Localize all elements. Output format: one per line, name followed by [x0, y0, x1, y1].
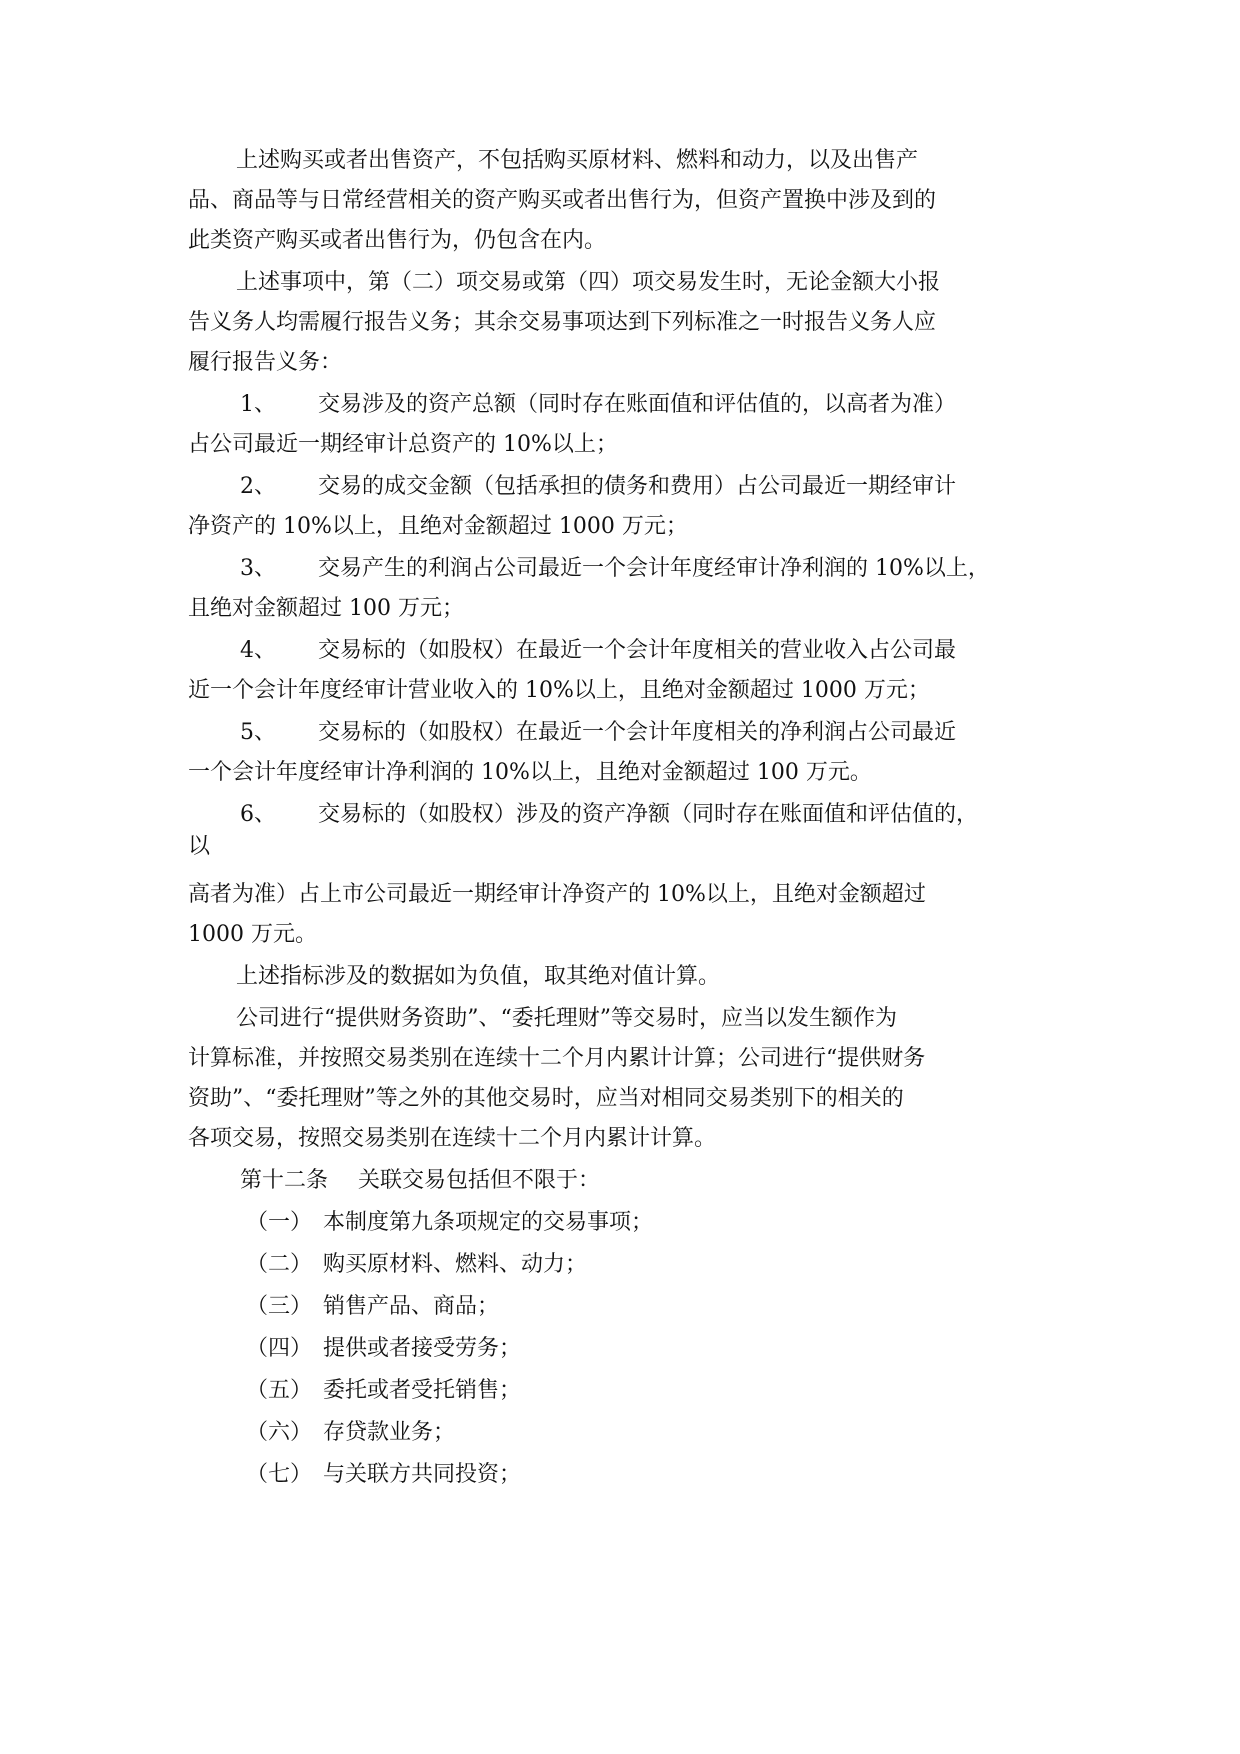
criterion-line: 交易标的（如股权）涉及的资产净额（同时存在账面值和评估值的， [318, 802, 979, 827]
article-title: 关联交易包括但不限于： [358, 1168, 601, 1193]
list-item-label: （三） [246, 1294, 313, 1319]
criterion-number: 1、 [240, 392, 276, 417]
list-item-text: 与关联方共同投资； [323, 1462, 522, 1487]
paragraph-line: 履行报告义务： [188, 350, 343, 375]
criterion-number: 5、 [240, 720, 276, 745]
criterion-line: 且绝对金额超过 100 万元； [188, 596, 464, 621]
criterion-line: 1000 万元。 [188, 922, 317, 947]
list-item-text: 存贷款业务； [323, 1420, 456, 1445]
paragraph-line: 此类资产购买或者出售行为，仍包含在内。 [188, 228, 607, 253]
list-item-label: （一） [246, 1210, 313, 1235]
paragraph-line: 计算标准，并按照交易类别在连续十二个月内累计计算；公司进行“提供财务 [188, 1046, 926, 1071]
paragraph-line: 品、商品等与日常经营相关的资产购买或者出售行为，但资产置换中涉及到的 [188, 188, 937, 213]
criterion-number: 6、 [240, 802, 276, 827]
criterion-line: 近一个会计年度经审计营业收入的 10%以上，且绝对金额超过 1000 万元； [188, 678, 930, 703]
article-number: 第十二条 [240, 1168, 329, 1193]
list-item-label: （六） [246, 1420, 313, 1445]
list-item-label: （七） [246, 1462, 313, 1487]
list-item-label: （五） [246, 1378, 313, 1403]
criterion-line: 交易标的（如股权）在最近一个会计年度相关的营业收入占公司最 [318, 638, 957, 663]
paragraph-line: 各项交易，按照交易类别在连续十二个月内累计计算。 [188, 1126, 717, 1151]
criterion-line: 交易标的（如股权）在最近一个会计年度相关的净利润占公司最近 [318, 720, 957, 745]
list-item-text: 委托或者受托销售； [323, 1378, 522, 1403]
list-item-label: （四） [246, 1336, 313, 1361]
list-item-text: 购买原材料、燃料、动力； [323, 1252, 588, 1277]
criterion-line: 交易涉及的资产总额（同时存在账面值和评估值的，以高者为准） [318, 392, 957, 417]
criterion-number: 4、 [240, 638, 276, 663]
criterion-line: 一个会计年度经审计净利润的 10%以上，且绝对金额超过 100 万元。 [188, 760, 872, 785]
paragraph-line: 上述事项中，第（二）项交易或第（四）项交易发生时，无论金额大小报 [236, 270, 941, 295]
list-item-text: 本制度第九条项规定的交易事项； [323, 1210, 654, 1235]
criterion-line: 交易产生的利润占公司最近一个会计年度经审计净利润的 10%以上， [318, 556, 990, 581]
list-item-label: （二） [246, 1252, 313, 1277]
paragraph-line: 告义务人均需履行报告义务；其余交易事项达到下列标准之一时报告义务人应 [188, 310, 937, 335]
criterion-line: 以 [188, 834, 211, 859]
criterion-line: 高者为准）占上市公司最近一期经审计净资产的 10%以上，且绝对金额超过 [188, 882, 926, 907]
list-item-text: 提供或者接受劳务； [323, 1336, 522, 1361]
criterion-line: 净资产的 10%以上，且绝对金额超过 1000 万元； [188, 514, 688, 539]
paragraph-line: 公司进行“提供财务资助”、“委托理财”等交易时，应当以发生额作为 [236, 1006, 897, 1031]
paragraph-line: 上述指标涉及的数据如为负值，取其绝对值计算。 [236, 964, 721, 989]
criterion-number: 2、 [240, 474, 276, 499]
paragraph-line: 资助”、“委托理财”等之外的其他交易时，应当对相同交易类别下的相关的 [188, 1086, 904, 1111]
criterion-number: 3、 [240, 556, 276, 581]
list-item-text: 销售产品、商品； [323, 1294, 500, 1319]
criterion-line: 交易的成交金额（包括承担的债务和费用）占公司最近一期经审计 [318, 474, 957, 499]
paragraph-line: 上述购买或者出售资产，不包括购买原材料、燃料和动力，以及出售产 [236, 148, 919, 173]
criterion-line: 占公司最近一期经审计总资产的 10%以上； [188, 432, 618, 457]
